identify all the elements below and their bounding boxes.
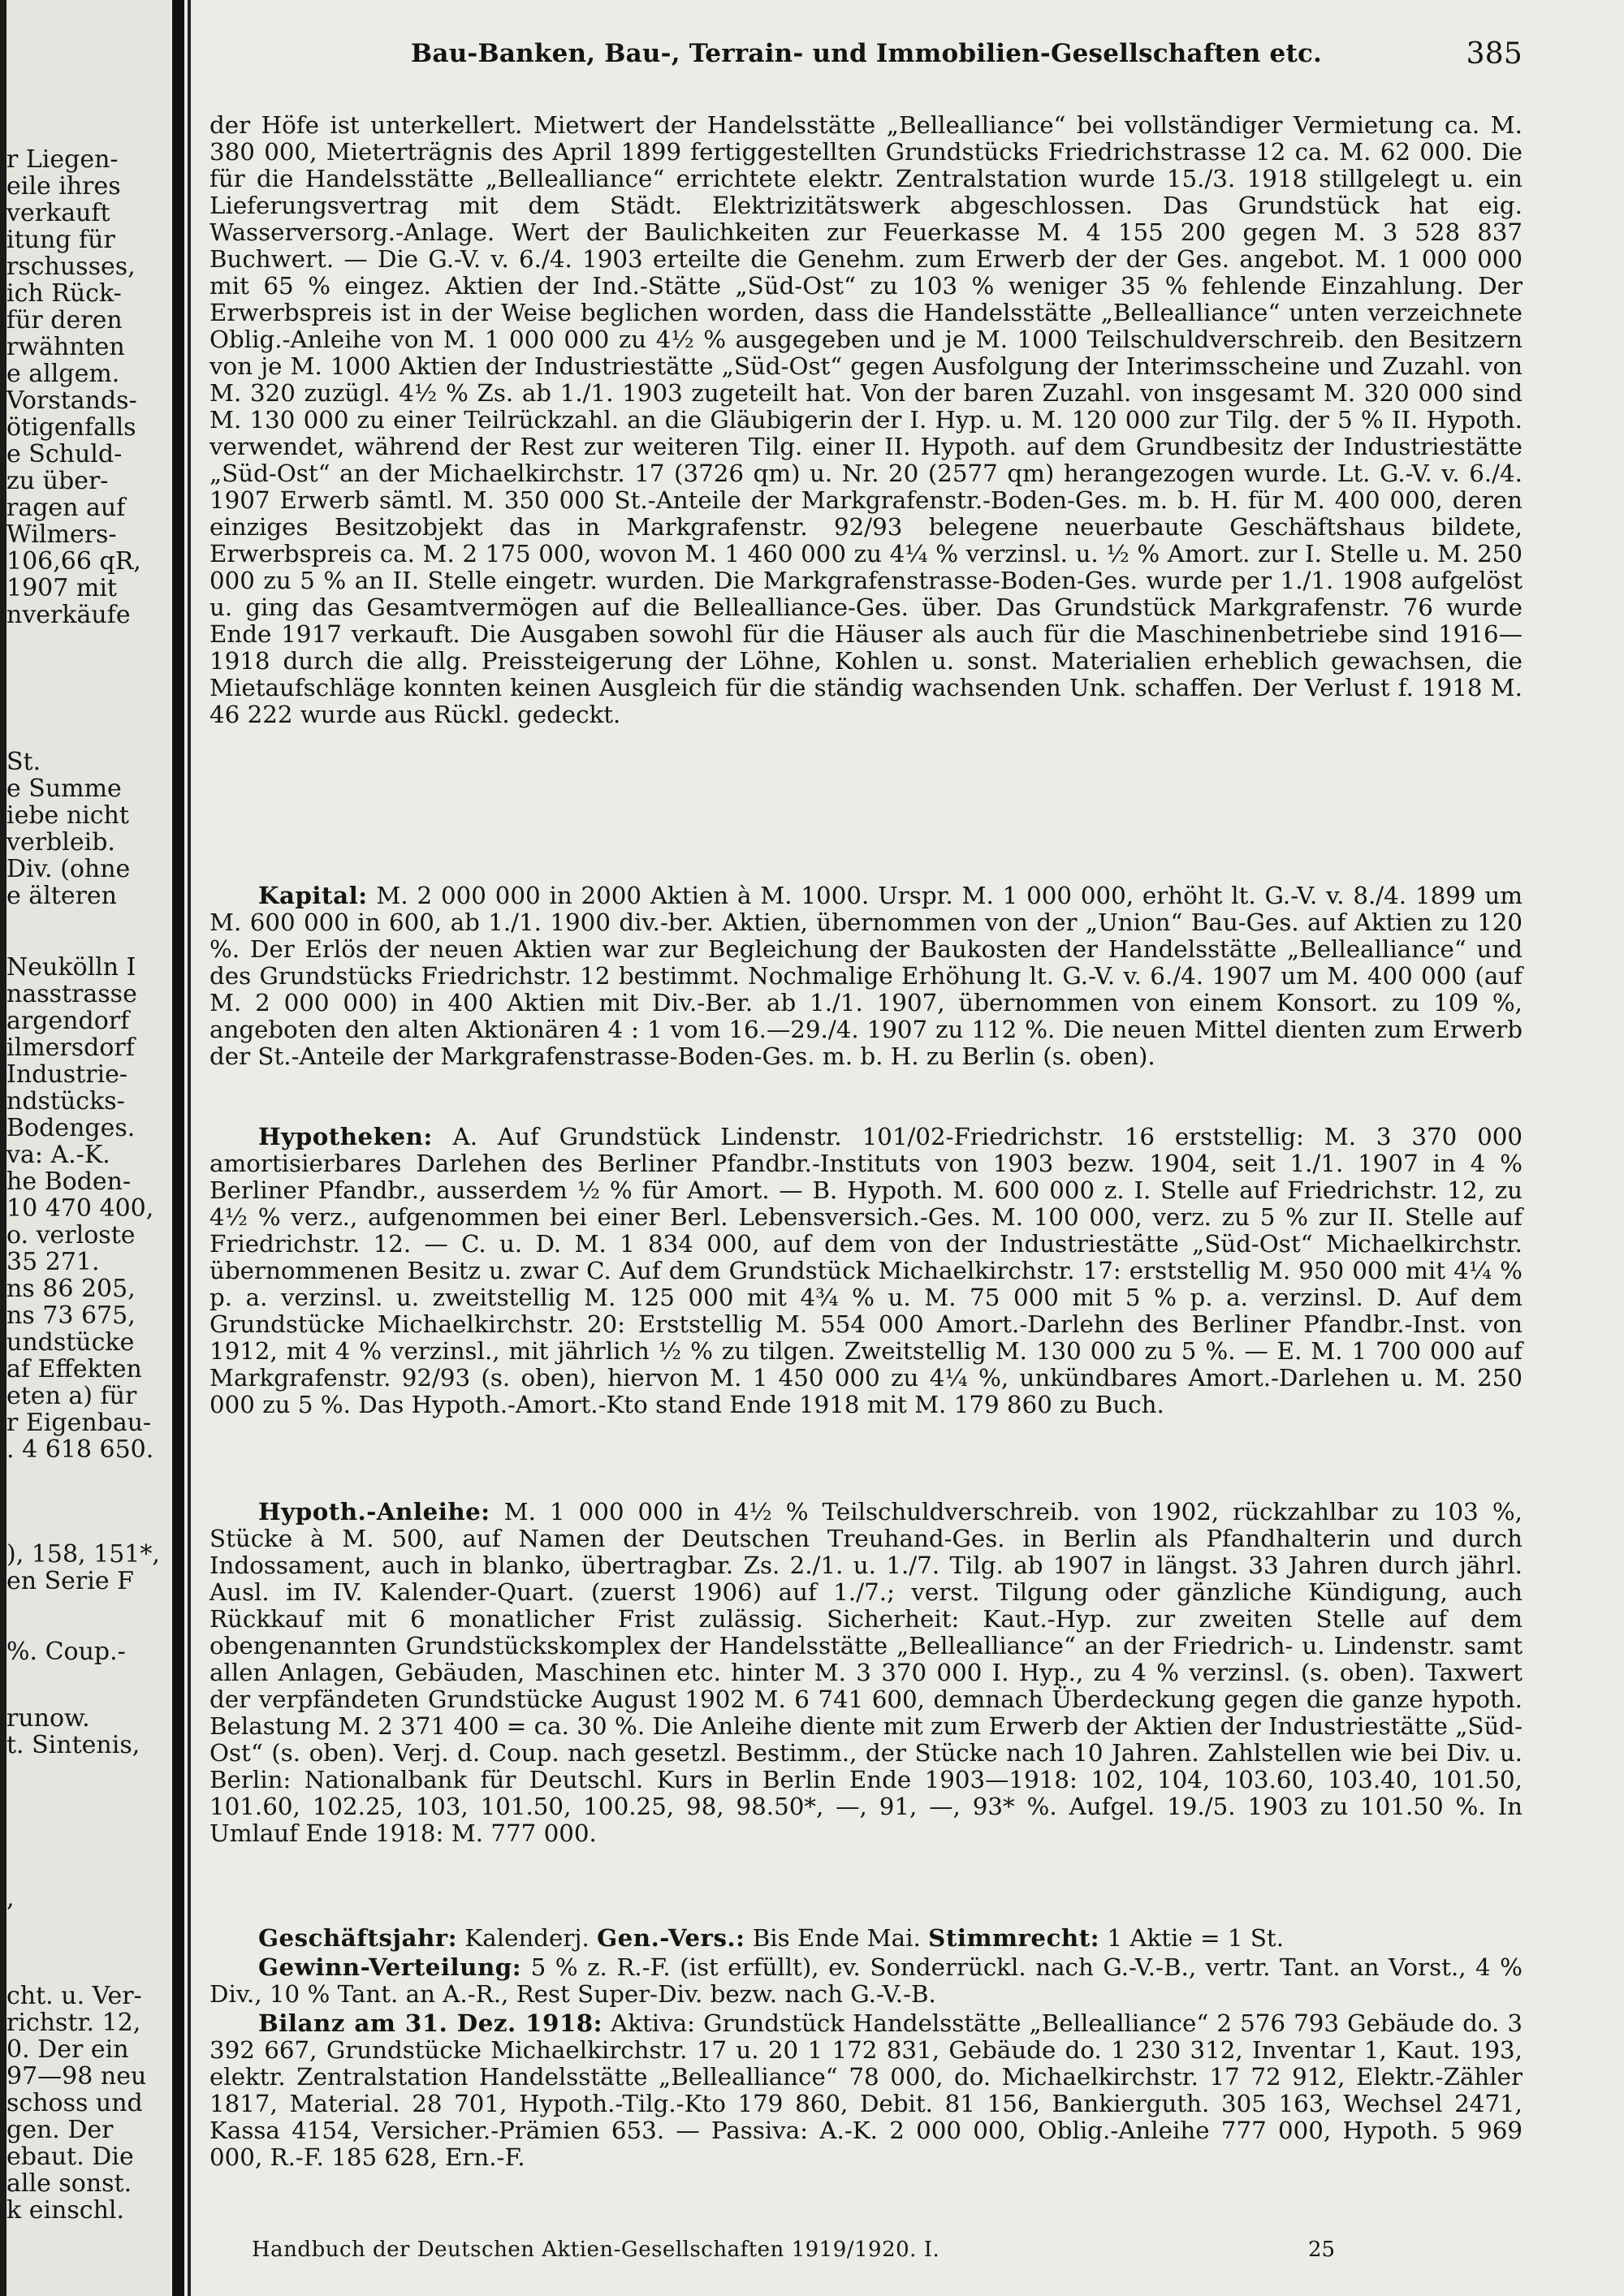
left-line: iebe nicht xyxy=(6,801,129,830)
left-line: k einschl. xyxy=(6,2196,125,2225)
left-line: runow. xyxy=(6,1704,90,1733)
left-line: e Schuld- xyxy=(6,440,123,468)
left-line: Neukölln I xyxy=(6,953,136,982)
left-line: eile ihres xyxy=(6,172,121,201)
paragraph-gewinn-verteilung xyxy=(209,1953,1522,2008)
scan-edge xyxy=(0,0,6,2296)
left-line: ebaut. Die xyxy=(6,2143,134,2171)
section-label: Bilanz am 31. Dez. 1918: xyxy=(258,2009,603,2037)
left-line: Vorstands- xyxy=(6,386,137,415)
left-line: gen. Der xyxy=(6,2116,114,2144)
left-line: o. verloste xyxy=(6,1221,136,1249)
left-line: undstücke xyxy=(6,1328,135,1357)
left-line: 35 271. xyxy=(6,1248,100,1276)
paragraph-geschaeftsjahr xyxy=(209,1924,1522,1952)
section-label: Kapital: xyxy=(258,881,368,909)
section-label: Gewinn-Verteilung: xyxy=(258,1953,522,1981)
left-line: St. xyxy=(6,748,41,776)
left-line: itung für xyxy=(6,226,115,254)
left-column-fragment xyxy=(6,0,171,2296)
left-line: ragen auf xyxy=(6,494,126,522)
left-line: 0. Der ein xyxy=(6,2035,129,2064)
paragraph-text: Kalenderj. xyxy=(464,1924,590,1952)
left-line: ich Rück- xyxy=(6,279,122,308)
left-line: he Boden- xyxy=(6,1167,132,1196)
left-line: ilmersdorf xyxy=(6,1034,135,1062)
left-line: af Effekten xyxy=(6,1355,142,1383)
left-line: 106,66 qR, xyxy=(6,547,141,576)
page-footer xyxy=(209,2238,1522,2270)
left-line: e älteren xyxy=(6,882,117,910)
left-line: nverkäufe xyxy=(6,601,131,629)
paragraph-text: Aktiva: Grundstück Handelsstätte „Bellealliance“ 2 576 793 Gebäude do. 3 392 667, Grundstücke Michaelkirchstr. 17 u. 20 1 172 831, Gebäude do. 1 230 312, Inventar 1, Kaut. 193, elektr. Zentralstation Handelsstätte „Bellealliance“ 78 000, do. Michaelkirchstr. 17 72 912, Elektr.-Zähler 1817, Material. 28 701, Hypoth.-Tilg.-Kto 179 860, Debit. 81 156, Bankierguth. 305 163, Wechsel 2471, Kassa 4154, Versicher.-Prämien 653. — Passiva: A.-K. 2 000 000, Oblig.-Anleihe 777 000, Hypoth. 5 969 000, R.-F. 185 628, Ern.-F. xyxy=(209,2009,1522,2171)
left-line: e allgem. xyxy=(6,360,120,388)
left-line: alle sonst. xyxy=(6,2169,132,2198)
section-label: Gen.-Vers.: xyxy=(597,1923,745,1952)
left-line: ), 158, 151*, xyxy=(6,1540,160,1569)
left-line: rwähnten xyxy=(6,333,125,361)
running-head xyxy=(209,39,1522,76)
section-label: Hypoth.-Anleihe: xyxy=(258,1497,490,1526)
left-line: verbleib. xyxy=(6,828,115,857)
section-label: Geschäftsjahr: xyxy=(258,1923,458,1952)
left-line: Div. (ohne xyxy=(6,855,131,883)
signature-mark: 25 xyxy=(1308,2238,1336,2262)
left-line: ns 86 205, xyxy=(6,1275,136,1303)
paragraph-text: M. 2 000 000 in 2000 Aktien à M. 1000. Urspr. M. 1 000 000, erhöht lt. G.-V. v. 8./4. 1899 um M. 600 000 in 600, ab 1./1. 1900 div.-ber. Aktien, übernommen von der „Union“ Bau-Ges. auf Aktien zu 120 %. Der Erlös der neuen Aktien war zur Begleichung der Baukosten der Handelsstätte „Bellealliance“ und des Grundstücks Friedrichstr. 12 bestimmt. Nochmalige Erhöhung lt. G.-V. v. 6./4. 1907 um M. 400 000 (auf M. 2 000 000) in 400 Aktien mit Div.-Ber. ab 1./1. 1907, übernommen von einem Konsort. zu 109 %, angeboten den alten Aktionären 4 : 1 vom 16.—29./4. 1907 zu 112 %. Die neuen Mittel dienten zum Erwerb der St.-Anteile der Markgrafenstrasse-Boden-Ges. m. b. H. zu Berlin (s. oben). xyxy=(209,882,1522,1070)
left-line: ötigenfalls xyxy=(6,413,136,442)
left-line: verkauft xyxy=(6,199,110,227)
left-line: r Eigenbau- xyxy=(6,1409,152,1437)
left-line: schoss und xyxy=(6,2089,143,2117)
left-line: eten a) für xyxy=(6,1382,137,1410)
left-line: t. Sintenis, xyxy=(6,1731,140,1759)
paragraph-text: 1 Aktie = 1 St. xyxy=(1107,1924,1285,1952)
left-line: nasstrasse xyxy=(6,980,137,1008)
paragraph-hypoth-anleihe xyxy=(209,1498,1522,1847)
paragraph-kapital xyxy=(209,882,1522,1070)
left-line: %. Coup.- xyxy=(6,1638,126,1666)
paragraph-text: A. Auf Grundstück Lindenstr. 101/02-Friedrichstr. 16 erststellig: M. 3 370 000 amortisierbares Darlehen des Berliner Pfandbr.-Instituts von 1903 bezw. 1904, seit 1./1. 1907 in 4 % Berliner Pfandbr., ausserdem ½ % für Amort. — B. Hypoth. M. 600 000 z. I. Stelle auf Friedrichstr. 12, zu 4½ % verz., aufgenommen bei einer Berl. Lebensversich.-Ges. M. 100 000, verz. zu 5 % zur II. Stelle auf Friedrichstr. 12. — C. u. D. M. 1 834 000, auf dem von der Industriestätte „Süd-Ost“ Michaelkirchstr. übernommenen Besitz u. zwar C. Auf dem Grundstück Michaelkirchstr. 17: erststellig M. 950 000 mit 4¼ % p. a. verzinsl. u. zweitstellig M. 125 000 mit 4¾ % u. M. 75 000 mit 5 % p. a. verzinsl. D. Auf dem Grundstücke Michaelkirchstr. 20: Erststellig M. 554 000 Amort.-Darlehn des Berliner Pfandbr.-Inst. von 1912, mit 4 % verzinsl., mit jährlich ½ % zu tilgen. Zweitstellig M. 130 000 zu 5 %. — E. M. 1 700 000 auf Markgrafenstr. 92/93 (s. oben), hiervon M. 1 450 000 zu 4¼ %, unkündbares Amort.-Darlehen u. M. 250 000 zu 5 %. Das Hypoth.-Amort.-Kto stand Ende 1918 mit M. 179 860 zu Buch. xyxy=(209,1123,1522,1418)
paragraph-hypotheken xyxy=(209,1123,1522,1418)
left-line: Wilmers- xyxy=(6,520,117,549)
left-line: richstr. 12, xyxy=(6,2009,141,2037)
left-line: Bodenges. xyxy=(6,1114,136,1142)
left-line: ndstücks- xyxy=(6,1087,125,1116)
paragraph-text: Bis Ende Mai. xyxy=(752,1924,921,1952)
left-line: ns 73 675, xyxy=(6,1301,136,1330)
left-line: . 4 618 650. xyxy=(6,1435,154,1464)
section-label: Hypotheken: xyxy=(258,1122,433,1150)
left-line: Industrie- xyxy=(6,1060,127,1089)
left-line: für deren xyxy=(6,306,123,334)
left-line: rschusses, xyxy=(6,252,136,281)
section-label: Stimmrecht: xyxy=(928,1923,1100,1952)
left-line: cht. u. Ver- xyxy=(6,1982,142,2010)
left-line: argendorf xyxy=(6,1007,130,1035)
left-line: 10 470 400, xyxy=(6,1194,154,1223)
left-line: en Serie F xyxy=(6,1567,134,1595)
paragraph-continuation xyxy=(209,112,1522,728)
column-rule xyxy=(172,0,184,2296)
left-line: zu über- xyxy=(6,467,109,495)
footer-title: Handbuch der Deutschen Aktien-Gesellschaften 1919/1920. I. xyxy=(252,2238,940,2262)
paragraph-bilanz xyxy=(209,2009,1522,2171)
left-line: 97—98 neu xyxy=(6,2062,147,2091)
paragraph-text: der Höfe ist unterkellert. Mietwert der Handelsstätte „Bellealliance“ bei vollständiger Vermietung ca. M. 380 000, Mieterträgnis des April 1899 fertiggestellten Grundstücks Friedrichstrasse 12 ca. M. 62 000. Die für die Handelsstätte „Bellealliance“ errichtete elektr. Zentralstation wurde 15./3. 1918 stillgelegt u. ein Lieferungsvertrag mit dem Städt. Elektrizitätswerk abgeschlossen. Das Grundstück hat eig. Wasserversorg.-Anlage. Wert der Baulichkeiten zur Feuerkasse M. 4 155 200 gegen M. 3 528 837 Buchwert. — Die G.-V. v. 6./4. 1903 erteilte die Genehm. zum Erwerb der der Ges. angebot. M. 1 000 000 mit 65 % eingez. Aktien der Ind.-Stätte „Süd-Ost“ zu 103 % weniger 35 % fehlende Einzahlung. Der Erwerbspreis ist in der Weise beglichen worden, dass die Handelsstätte „Bellealliance“ unten verzeichnete Oblig.-Anleihe von M. 1 000 000 zu 4½ % ausgegeben und je M. 1000 Teilschuldverschreib. den Besitzern von je M. 1000 Aktien der Industriestätte „Süd-Ost“ gegen Ausfolgung der Interimsscheine und Zuzahl. von M. 320 zuzügl. 4½ % Zs. ab 1./1. 1903 zugeteilt hat. Von der baren Zuzahl. von insgesamt M. 320 000 sind M. 130 000 zu einer Teilrückzahl. an die Gläubigerin der I. Hyp. u. M. 120 000 zur Tilg. der 5 % II. Hypoth. verwendet, während der Rest zur weiteren Tilg. einer II. Hypoth. auf dem Grundbesitz der Industriestätte „Süd-Ost“ an der Michaelkirchstr. 17 (3726 qm) u. Nr. 20 (2577 qm) herangezogen wurde. Lt. G.-V. v. 6./4. 1907 Erwerb sämtl. M. 350 000 St.-Anteile der Markgrafenstr.-Boden-Ges. m. b. H. für M. 400 000, deren einziges Besitzobjekt das in Markgrafenstr. 92/93 belegene neuerbaute Geschäftshaus bildete, Erwerbspreis ca. M. 2 175 000, wovon M. 1 460 000 zu 4¼ % verzinsl. u. ½ % Amort. zur I. Stelle u. M. 250 000 zu 5 % an II. Stelle eingetr. wurden. Die Markgrafenstrasse-Boden-Ges. wurde per 1./1. 1908 aufgelöst u. ging das Gesamtvermögen auf die Bellealliance-Ges. über. Das Grundstück Markgrafenstr. 76 wurde Ende 1917 verkauft. Die Ausgaben sowohl für die Häuser als auch für die Maschinenbetriebe sind 1916—1918 durch die allg. Preissteigerung der Löhne, Kohlen u. sonst. Materialien erheblich gewachsen, die Mietaufschläge konnten keinen Ausgleich für die ständig wachsenden Unk. schaffen. Der Verlust f. 1918 M. 46 222 wurde aus Rückl. gedeckt. xyxy=(209,111,1522,728)
left-line: e Summe xyxy=(6,775,122,803)
left-line: , xyxy=(6,1884,15,1913)
left-line: 1907 mit xyxy=(6,574,117,602)
paragraph-text: M. 1 000 000 in 4½ % Teilschuldverschreib. von 1902, rückzahlbar zu 103 %, Stücke à M. 500, auf Namen der Deutschen Treuhand-Ges. in Berlin als Pfandhalterin und durch Indossament, auch in blanko, übertragbar. Zs. 2./1. u. 1./7. Tilg. ab 1907 in längst. 33 Jahren durch jährl. Ausl. im IV. Kalender-Quart. (zuerst 1906) auf 1./7.; verst. Tilgung oder gänzliche Kündigung, auch Rückkauf mit 6 monatlicher Frist zulässig. Sicherheit: Kaut.-Hyp. zur zweiten Stelle auf dem obengenannten Grundstückskomplex der Handelsstätte „Bellealliance“ an der Friedrich- u. Lindenstr. samt allen Anlagen, Gebäuden, Maschinen etc. hinter M. 3 370 000 I. Hyp., zu 4 % verzinsl. (s. oben). Taxwert der verpfändeten Grundstücke August 1902 M. 6 741 600, demnach Überdeckung gegen die ganze hypoth. Belastung M. 2 371 400 = ca. 30 %. Die Anleihe diente mit zum Erwerb der Aktien der Industriestätte „Süd-Ost“ (s. oben). Verj. d. Coup. nach gesetzl. Bestimm., der Stücke nach 10 Jahren. Zahlstellen wie bei Div. u. Berlin: Nationalbank für Deutschl. Kurs in Berlin Ende 1903—1918: 102, 104, 103.60, 103.40, 101.50, 101.60, 102.25, 103, 101.50, 100.25, 98, 98.50*, —, 91, —, 93* %. Aufgel. 19./5. 1903 zu 101.50 %. In Umlauf Ende 1918: M. 777 000. xyxy=(209,1498,1522,1847)
page-number: 385 xyxy=(1466,37,1522,71)
running-title: Bau-Banken, Bau-, Terrain- und Immobilien-Gesellschaften etc. xyxy=(411,39,1323,68)
paragraph-text: 5 % z. R.-F. (ist erfüllt), ev. Sonderrückl. nach G.-V.-B., vertr. Tant. an Vorst., 4 % Div., 10 % Tant. an A.-R., Rest Super-Div. bezw. nach G.-V.-B. xyxy=(209,1953,1522,2008)
column-rule xyxy=(188,0,191,2296)
left-line: va: A.-K. xyxy=(6,1141,110,1169)
left-line: r Liegen- xyxy=(6,145,119,174)
